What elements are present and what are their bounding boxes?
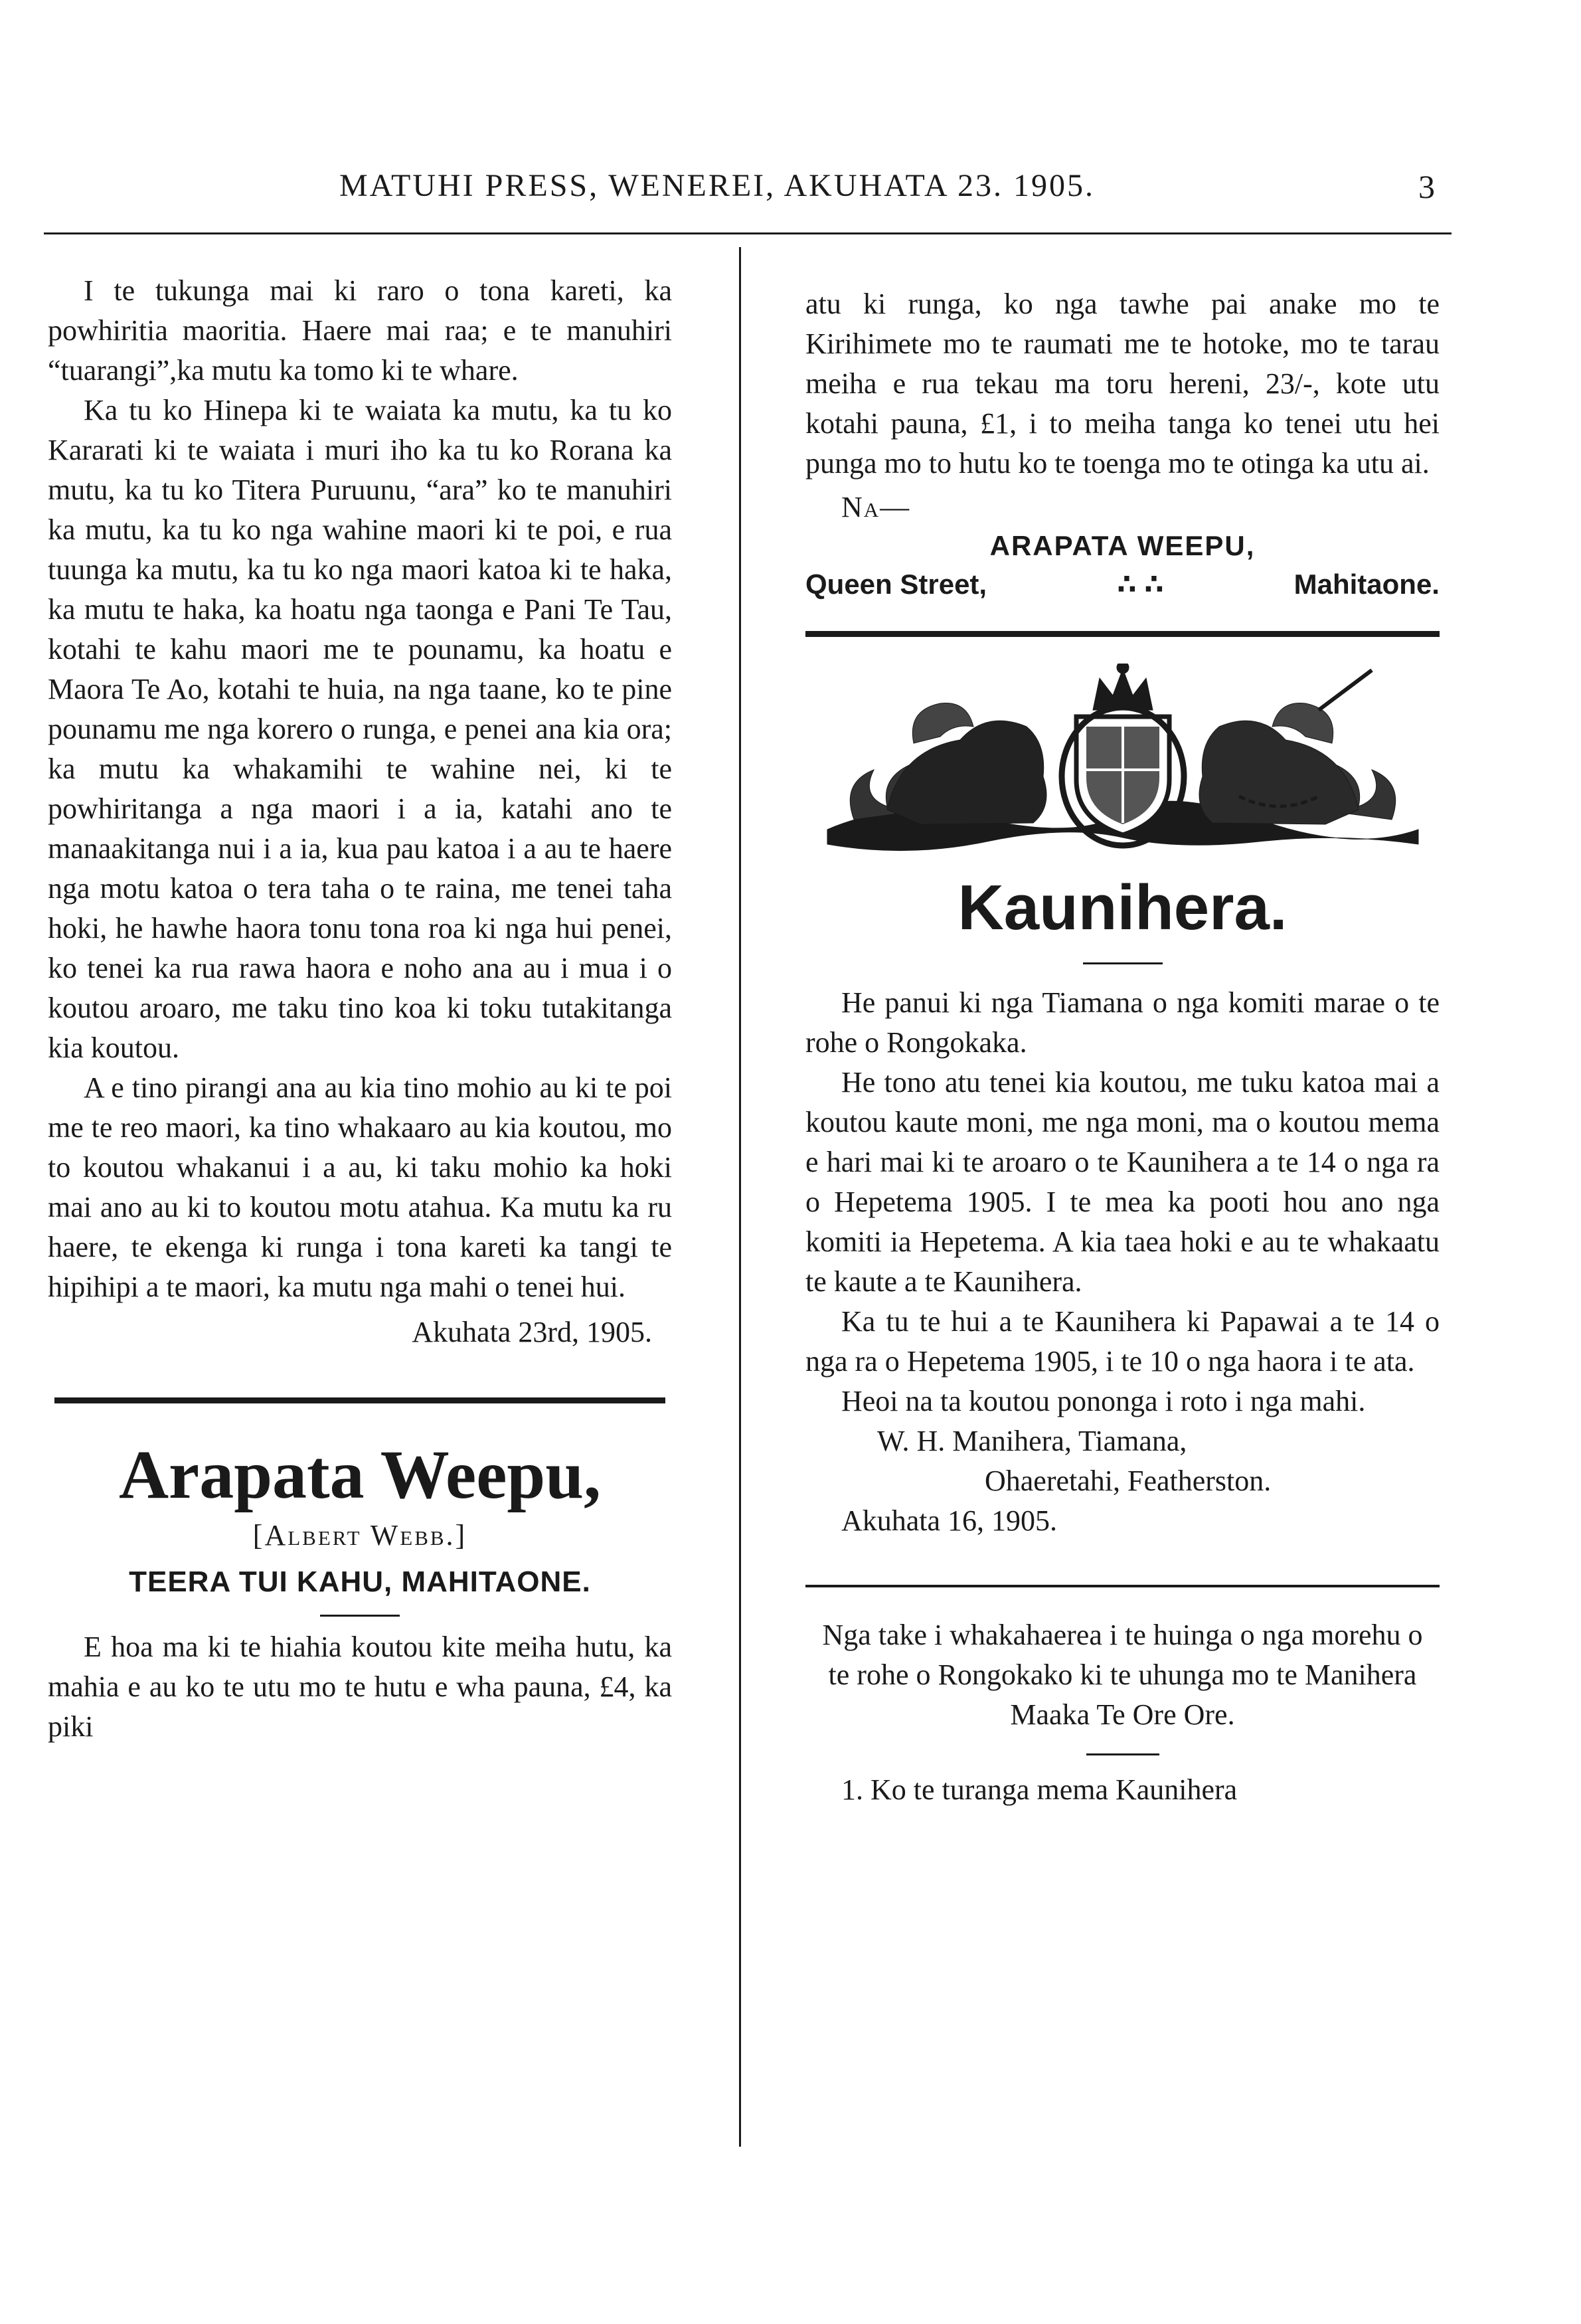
advert-town: Mahitaone.	[1293, 569, 1440, 600]
kaunihera-paragraph-3: Ka tu te hui a te Kaunihera ki Papawai a te 14 o nga ra o Hepetema 1905, i te 10 o nga haora i te ata.	[805, 1305, 1440, 1378]
morehu-heading: Nga take i whakahaerea i te huinga o nga morehu o te rohe o Rongokako ki te uhunga mo te Manihera Maaka Te Ore Ore.	[822, 1619, 1423, 1731]
morehu-item-1: 1. Ko te turanga mema Kaunihera	[841, 1773, 1238, 1806]
article-date-line: Akuhata 23rd, 1905.	[412, 1316, 652, 1348]
kaunihera-paragraph-1: He panui ki nga Tiamana o nga komiti marae o te rohe o Rongokaka.	[805, 986, 1440, 1059]
arapata-advertisement	[48, 1435, 672, 1747]
article-paragraph-3: A e tino pirangi ana au kia tino mohio au ki te poi me te reo maori, ka tino whakaaro au kia koutou, mo to koutou whakanui i a au, ki taku mohio ka hoki mai ano au ki to koutou motu atahua. Ka mutu ka ru haere, te ekenga ki runga i tona kareti ka tangi te hipihipi a te maori, ka mutu nga mahi o tenei hui.	[48, 1071, 672, 1303]
article-paragraph-2: Ka tu ko Hinepa ki te waiata ka mutu, ka tu ko Kararati ki te waiata i muri iho ka tu ko Rorana ka mutu, ka tu ko Titera Puruunu, “ara” ko te manuhiri ka mutu, ka tu ko nga wahine maori ki te poi, e rua tuunga ka mutu, ka tu ko nga maori katoa ki te haka, ka mutu te haka, ka hoatu nga taonga e Pani Te Tau, kotahi te kahu maori me te pounamu, ka hoatu e Maora Te Ao, kotahi te huia, na nga taane, ko te pine pounamu me nga korero o runga, e penei ana kia ora; ka mutu ka whakamihi te wahine nei, ki te powhiritanga a nga maori i a ia, katahi ano te manaakitanga nui i a ia, kua pau katoa i a au te haere nga motu katoa o tera taha o te raina, me tenei taha hoki, he hawhe haora tonu tona roa ki nga hui penei, ko tenei ka rua rawa haora e noho ana au i mua i o koutou aroaro, me taku tino koa ki toku tutakitanga kia koutou.	[48, 394, 672, 1064]
kaunihera-paragraph-4: Heoi na ta koutou pononga i roto i nga mahi.	[841, 1385, 1366, 1417]
left-column	[48, 271, 672, 1747]
article-paragraph-1: I te tukunga mai ki raro o tona kareti, ka powhiritia maoritia. Haere mai raa; e te manuhiri “tuarangi”,ka mutu ka tomo ki te whare.	[48, 274, 672, 387]
kaunihera-signature-place: Ohaeretahi, Featherston.	[985, 1465, 1272, 1497]
kaunihera-signature-name: W. H. Manihera, Tiamana,	[877, 1425, 1187, 1457]
advert-address: TEERA TUI KAHU, MAHITAONE.	[129, 1565, 591, 1598]
kaunihera-paragraph-2: He tono atu tenei kia koutou, me tuku katoa mai a koutou kaute moni, me nga moni, ma o koutou mema e hari mai ki te aroaro o te Kaunihera a te 14 o nga ra o Hepetema 1905. I te mea ka pooti hou ano nga komiti ia Hepetema. A kia taea hoki e au te whakaatu te kaute a te Kaunihera.	[805, 1066, 1440, 1298]
kaunihera-title: Kaunihera.	[957, 872, 1288, 943]
section-rule	[805, 631, 1440, 637]
section-rule	[54, 1397, 665, 1403]
advert-merchant-name: ARAPATA WEEPU,	[989, 530, 1256, 561]
right-column	[805, 284, 1440, 1810]
kaunihera-short-rule	[1083, 962, 1163, 964]
section-rule	[805, 1585, 1440, 1587]
advert-subtitle: [Albert Webb.]	[252, 1519, 467, 1552]
advert-street: Queen Street,	[805, 569, 987, 600]
advert-body: E hoa ma ki te hiahia koutou kite meiha hutu, ka mahia e au ko te utu mo te hutu e wha pauna, £4, ka piki	[48, 1631, 672, 1743]
morehu-short-rule	[1086, 1753, 1159, 1755]
page-header-title: MATUHI PRESS, WENEREI, AKUHATA 23. 1905.	[339, 168, 1095, 203]
header-rule	[44, 232, 1452, 234]
kaunihera-date: Akuhata 16, 1905.	[841, 1504, 1058, 1537]
coat-of-arms-emblem	[814, 664, 1432, 856]
page-number: 3	[1418, 168, 1435, 205]
advert-separator: ∴ ∴	[1117, 569, 1164, 600]
column-divider	[739, 247, 741, 2147]
advert-short-rule	[320, 1615, 400, 1617]
advert-title: Arapata Weepu,	[118, 1437, 602, 1513]
advert-na-label: Na—	[841, 491, 911, 523]
advert-merchant-address	[805, 565, 1440, 604]
advert-continuation: atu ki runga, ko nga tawhe pai anake mo te Kirihimete mo te raumati me te hotoke, mo te tarau meiha e rua tekau ma toru hereni, 23/-, kote utu kotahi pauna, £1, i to meiha tanga ko tenei utu hei punga mo to hutu ko te toenga mo te otinga ka utu ai.	[805, 288, 1440, 480]
